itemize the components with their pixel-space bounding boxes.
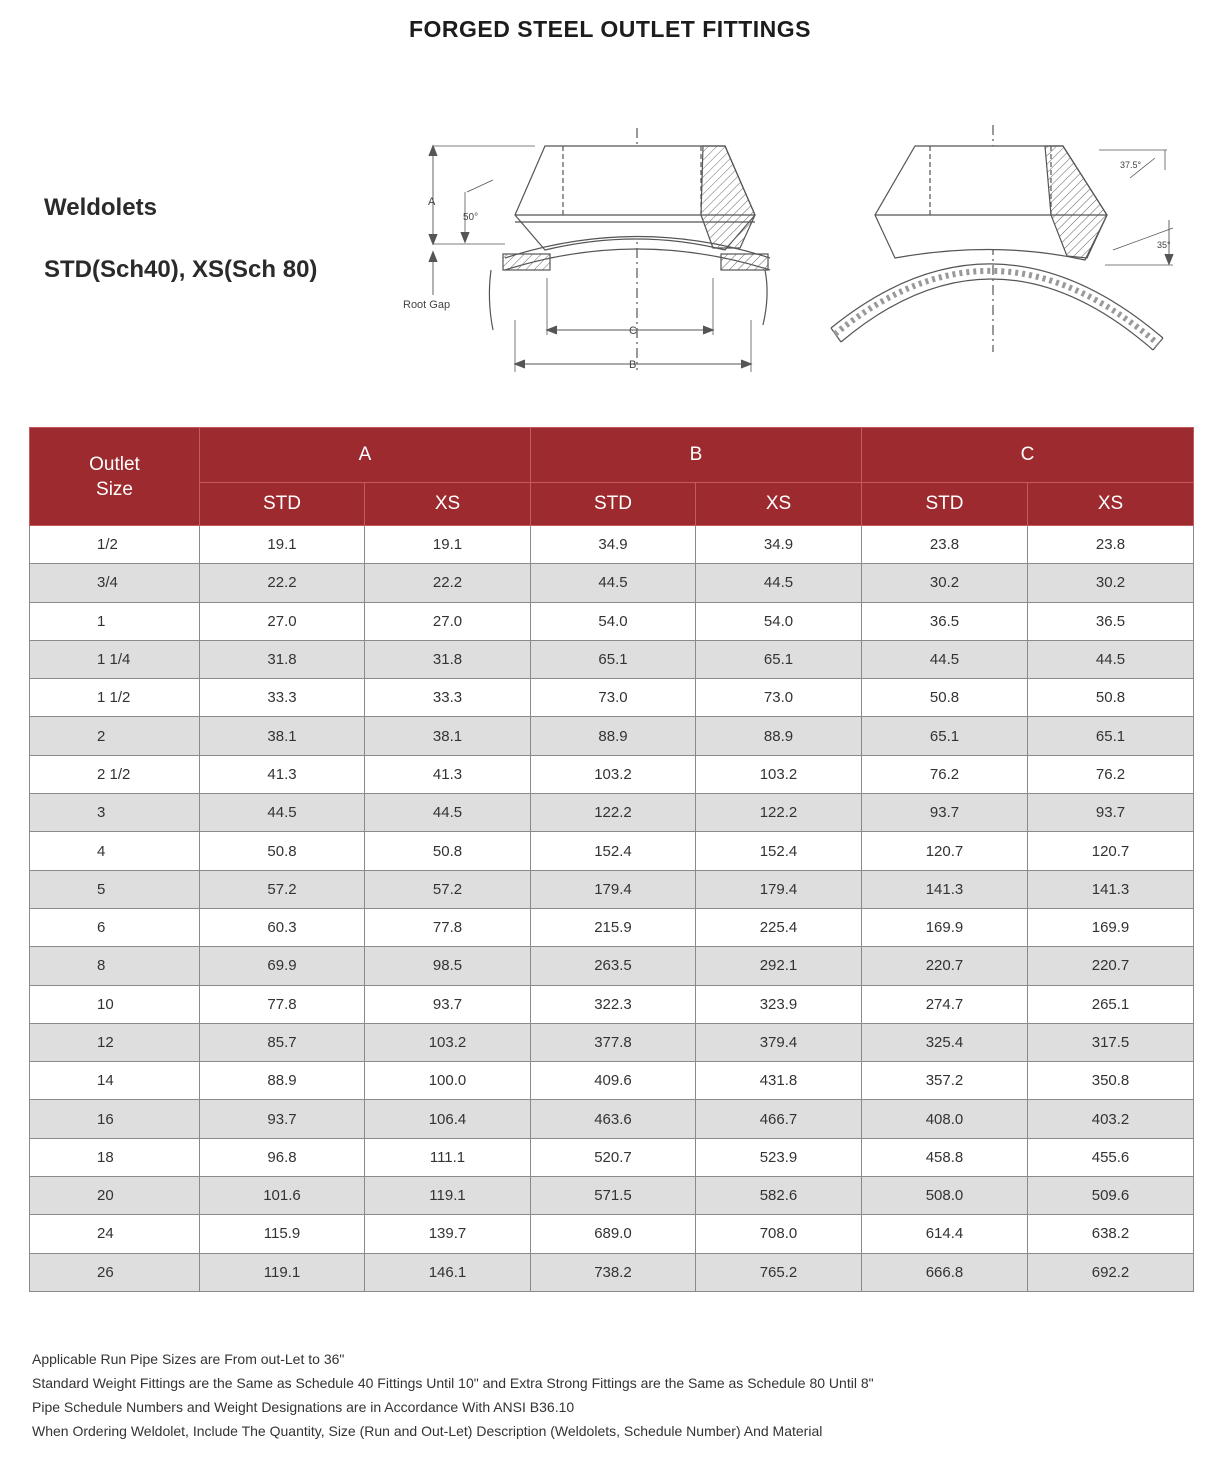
outlet-size-cell: 5 xyxy=(30,870,200,908)
table-row xyxy=(30,794,1194,832)
table-row xyxy=(30,1253,1194,1291)
dimension-cell: 19.1 xyxy=(365,526,531,564)
note-line: Applicable Run Pipe Sizes are From out-Let to 36" xyxy=(32,1351,345,1367)
dimension-cell: 27.0 xyxy=(365,602,531,640)
dimension-cell: 152.4 xyxy=(531,832,696,870)
dimension-cell: 377.8 xyxy=(531,1023,696,1061)
dimension-cell: 85.7 xyxy=(200,1023,365,1061)
page-title: FORGED STEEL OUTLET FITTINGS xyxy=(408,16,812,42)
dimension-cell: 119.1 xyxy=(200,1253,365,1291)
dimension-cell: 111.1 xyxy=(365,1138,531,1176)
outlet-size-cell: 18 xyxy=(30,1138,200,1176)
dimension-cell: 265.1 xyxy=(1028,985,1194,1023)
dimension-cell: 455.6 xyxy=(1028,1138,1194,1176)
dimension-cell: 225.4 xyxy=(696,908,862,946)
dimension-cell: 582.6 xyxy=(696,1177,862,1215)
dimension-cell: 638.2 xyxy=(1028,1215,1194,1253)
table-row xyxy=(30,1177,1194,1215)
table-row xyxy=(30,640,1194,678)
dimension-cell: 38.1 xyxy=(200,717,365,755)
dimension-cell: 738.2 xyxy=(531,1253,696,1291)
dimension-cell: 466.7 xyxy=(696,1100,862,1138)
dimension-cell: 76.2 xyxy=(1028,755,1194,793)
dimension-cell: 54.0 xyxy=(696,602,862,640)
dimension-cell: 523.9 xyxy=(696,1138,862,1176)
dimension-cell: 23.8 xyxy=(862,526,1028,564)
outlet-size-header xyxy=(30,428,200,526)
dimension-cell: 30.2 xyxy=(1028,564,1194,602)
dimension-cell: 322.3 xyxy=(531,985,696,1023)
dimension-cell: 88.9 xyxy=(696,717,862,755)
dimension-cell: 357.2 xyxy=(862,1062,1028,1100)
outlet-size-cell: 3 xyxy=(30,794,200,832)
dimension-cell: 22.2 xyxy=(200,564,365,602)
dimension-cell: 33.3 xyxy=(365,679,531,717)
dimension-cell: 403.2 xyxy=(1028,1100,1194,1138)
dimension-cell: 76.2 xyxy=(862,755,1028,793)
dimension-cell: 96.8 xyxy=(200,1138,365,1176)
table-row xyxy=(30,947,1194,985)
dimension-cell: 458.8 xyxy=(862,1138,1028,1176)
dimension-cell: 408.0 xyxy=(862,1100,1028,1138)
table-row xyxy=(30,1215,1194,1253)
outlet-size-cell: 2 xyxy=(30,717,200,755)
dimension-cell: 179.4 xyxy=(696,870,862,908)
dimension-cell: 44.5 xyxy=(696,564,862,602)
dimension-cell: 692.2 xyxy=(1028,1253,1194,1291)
weldolet-side-view xyxy=(429,128,770,372)
subheader-b-std: STD xyxy=(531,483,696,526)
outlet-size-header-line1: Outlet xyxy=(89,453,140,475)
dimension-cell: 169.9 xyxy=(862,908,1028,946)
table-row xyxy=(30,1138,1194,1176)
notes xyxy=(32,1347,874,1443)
dimension-cell: 88.9 xyxy=(200,1062,365,1100)
outlet-size-cell: 1/2 xyxy=(30,526,200,564)
outlet-size-cell: 24 xyxy=(30,1215,200,1253)
dimension-cell: 36.5 xyxy=(862,602,1028,640)
table-row xyxy=(30,755,1194,793)
group-header-a: A xyxy=(200,428,531,483)
outlet-size-cell: 8 xyxy=(30,947,200,985)
dimension-cell: 115.9 xyxy=(200,1215,365,1253)
dimension-cell: 103.2 xyxy=(531,755,696,793)
dimension-cell: 23.8 xyxy=(1028,526,1194,564)
dimension-cell: 103.2 xyxy=(365,1023,531,1061)
table-row xyxy=(30,602,1194,640)
table-row xyxy=(30,679,1194,717)
dimension-cell: 215.9 xyxy=(531,908,696,946)
dimension-cell: 44.5 xyxy=(1028,640,1194,678)
outlet-size-cell: 20 xyxy=(30,1177,200,1215)
dimension-cell: 44.5 xyxy=(862,640,1028,678)
angle-label-35: 35° xyxy=(1157,240,1171,250)
note-line: When Ordering Weldolet, Include The Quantity, Size (Run and Out-Let) Description (Weldolets, Schedule Number) And Material xyxy=(32,1423,823,1439)
dimension-cell: 60.3 xyxy=(200,908,365,946)
dimension-cell: 122.2 xyxy=(696,794,862,832)
outlet-size-cell: 1 xyxy=(30,602,200,640)
dimension-cell: 77.8 xyxy=(365,908,531,946)
dimension-cell: 27.0 xyxy=(200,602,365,640)
dimension-cell: 431.8 xyxy=(696,1062,862,1100)
group-header-c: C xyxy=(862,428,1194,483)
dimension-cell: 509.6 xyxy=(1028,1177,1194,1215)
angle-label-37-5: 37.5° xyxy=(1120,160,1142,170)
dimension-cell: 350.8 xyxy=(1028,1062,1194,1100)
dimension-cell: 379.4 xyxy=(696,1023,862,1061)
subheader-a-xs: XS xyxy=(365,483,531,526)
dimension-cell: 65.1 xyxy=(1028,717,1194,755)
dimension-cell: 169.9 xyxy=(1028,908,1194,946)
dimension-cell: 325.4 xyxy=(862,1023,1028,1061)
dimension-cell: 50.8 xyxy=(1028,679,1194,717)
table-row xyxy=(30,1062,1194,1100)
table-row xyxy=(30,526,1194,564)
dimension-cell: 41.3 xyxy=(200,755,365,793)
dimension-cell: 93.7 xyxy=(1028,794,1194,832)
subheader-c-xs: XS xyxy=(1028,483,1194,526)
outlet-size-header-line2: Size xyxy=(96,478,133,500)
outlet-size-cell: 16 xyxy=(30,1100,200,1138)
dimension-cell: 41.3 xyxy=(365,755,531,793)
dimension-cell: 33.3 xyxy=(200,679,365,717)
dimension-cell: 50.8 xyxy=(200,832,365,870)
dimension-cell: 146.1 xyxy=(365,1253,531,1291)
dimension-cell: 666.8 xyxy=(862,1253,1028,1291)
dim-label-a: A xyxy=(428,196,436,208)
dimension-cell: 30.2 xyxy=(862,564,1028,602)
dimension-cell: 120.7 xyxy=(1028,832,1194,870)
dimension-cell: 263.5 xyxy=(531,947,696,985)
dimension-cell: 65.1 xyxy=(696,640,862,678)
outlet-size-cell: 12 xyxy=(30,1023,200,1061)
dimension-cell: 141.3 xyxy=(862,870,1028,908)
outlet-size-cell: 26 xyxy=(30,1253,200,1291)
outlet-size-cell: 4 xyxy=(30,832,200,870)
dimension-cell: 57.2 xyxy=(365,870,531,908)
dimension-cell: 65.1 xyxy=(531,640,696,678)
dimension-cell: 54.0 xyxy=(531,602,696,640)
outlet-size-cell: 14 xyxy=(30,1062,200,1100)
dim-label-c: C xyxy=(629,325,637,337)
dimension-cell: 50.8 xyxy=(862,679,1028,717)
dimension-cell: 103.2 xyxy=(696,755,862,793)
dimensions-table xyxy=(29,427,1194,1292)
outlet-size-cell: 2 1/2 xyxy=(30,755,200,793)
dimension-cell: 73.0 xyxy=(531,679,696,717)
dimension-cell: 77.8 xyxy=(200,985,365,1023)
dimension-cell: 34.9 xyxy=(696,526,862,564)
dimension-cell: 614.4 xyxy=(862,1215,1028,1253)
product-name: Weldolets xyxy=(44,194,157,221)
dimension-cell: 179.4 xyxy=(531,870,696,908)
note-line: Standard Weight Fittings are the Same as Schedule 40 Fittings Until 10" and Extra Strong Fittings are the Same as Schedule 80 Until 8" xyxy=(32,1375,874,1391)
table-row xyxy=(30,564,1194,602)
dimension-cell: 34.9 xyxy=(531,526,696,564)
group-header-b: B xyxy=(531,428,862,483)
dimension-cell: 100.0 xyxy=(365,1062,531,1100)
dimension-cell: 106.4 xyxy=(365,1100,531,1138)
dimension-cell: 708.0 xyxy=(696,1215,862,1253)
dimension-cell: 98.5 xyxy=(365,947,531,985)
dimension-cell: 50.8 xyxy=(365,832,531,870)
dimension-cell: 31.8 xyxy=(365,640,531,678)
dimension-cell: 69.9 xyxy=(200,947,365,985)
dimension-cell: 44.5 xyxy=(200,794,365,832)
dimension-cell: 38.1 xyxy=(365,717,531,755)
dimension-cell: 765.2 xyxy=(696,1253,862,1291)
dimension-cell: 31.8 xyxy=(200,640,365,678)
dimension-cell: 508.0 xyxy=(862,1177,1028,1215)
table-row xyxy=(30,870,1194,908)
dimension-cell: 141.3 xyxy=(1028,870,1194,908)
dimension-cell: 44.5 xyxy=(365,794,531,832)
dimension-cell: 463.6 xyxy=(531,1100,696,1138)
product-spec: STD(Sch40), XS(Sch 80) xyxy=(44,256,318,283)
dimension-cell: 520.7 xyxy=(531,1138,696,1176)
dimension-cell: 88.9 xyxy=(531,717,696,755)
table-row xyxy=(30,1023,1194,1061)
dimension-cell: 292.1 xyxy=(696,947,862,985)
dimension-cell: 19.1 xyxy=(200,526,365,564)
subheader-a-std: STD xyxy=(200,483,365,526)
dimension-cell: 65.1 xyxy=(862,717,1028,755)
dimension-cell: 22.2 xyxy=(365,564,531,602)
subheader-b-xs: XS xyxy=(696,483,862,526)
dimension-cell: 274.7 xyxy=(862,985,1028,1023)
dimension-cell: 409.6 xyxy=(531,1062,696,1100)
table-row xyxy=(30,1100,1194,1138)
dimension-cell: 139.7 xyxy=(365,1215,531,1253)
table-row xyxy=(30,832,1194,870)
table-row xyxy=(30,985,1194,1023)
dimension-cell: 571.5 xyxy=(531,1177,696,1215)
dimension-cell: 323.9 xyxy=(696,985,862,1023)
dimension-cell: 36.5 xyxy=(1028,602,1194,640)
note-line: Pipe Schedule Numbers and Weight Designations are in Accordance With ANSI B36.10 xyxy=(32,1399,575,1415)
angle-label-50: 50° xyxy=(463,212,479,223)
dimension-cell: 93.7 xyxy=(862,794,1028,832)
outlet-size-cell: 6 xyxy=(30,908,200,946)
outlet-size-cell: 1 1/2 xyxy=(30,679,200,717)
dimension-cell: 101.6 xyxy=(200,1177,365,1215)
dimension-cell: 220.7 xyxy=(862,947,1028,985)
dimension-cell: 122.2 xyxy=(531,794,696,832)
dimension-cell: 119.1 xyxy=(365,1177,531,1215)
subheader-c-std: STD xyxy=(862,483,1028,526)
dimension-cell: 317.5 xyxy=(1028,1023,1194,1061)
dimension-cell: 44.5 xyxy=(531,564,696,602)
dimension-cell: 220.7 xyxy=(1028,947,1194,985)
dimension-cell: 73.0 xyxy=(696,679,862,717)
dim-label-b: B xyxy=(629,359,637,371)
table-row xyxy=(30,717,1194,755)
outlet-size-cell: 10 xyxy=(30,985,200,1023)
dimension-cell: 152.4 xyxy=(696,832,862,870)
outlet-size-cell: 1 1/4 xyxy=(30,640,200,678)
weldolet-technical-drawing xyxy=(395,120,1185,380)
dimension-cell: 93.7 xyxy=(365,985,531,1023)
table-row xyxy=(30,908,1194,946)
dimension-cell: 689.0 xyxy=(531,1215,696,1253)
outlet-size-cell: 3/4 xyxy=(30,564,200,602)
root-gap-label: Root Gap xyxy=(403,299,451,311)
dimension-cell: 93.7 xyxy=(200,1100,365,1138)
dimension-cell: 57.2 xyxy=(200,870,365,908)
dimension-cell: 120.7 xyxy=(862,832,1028,870)
